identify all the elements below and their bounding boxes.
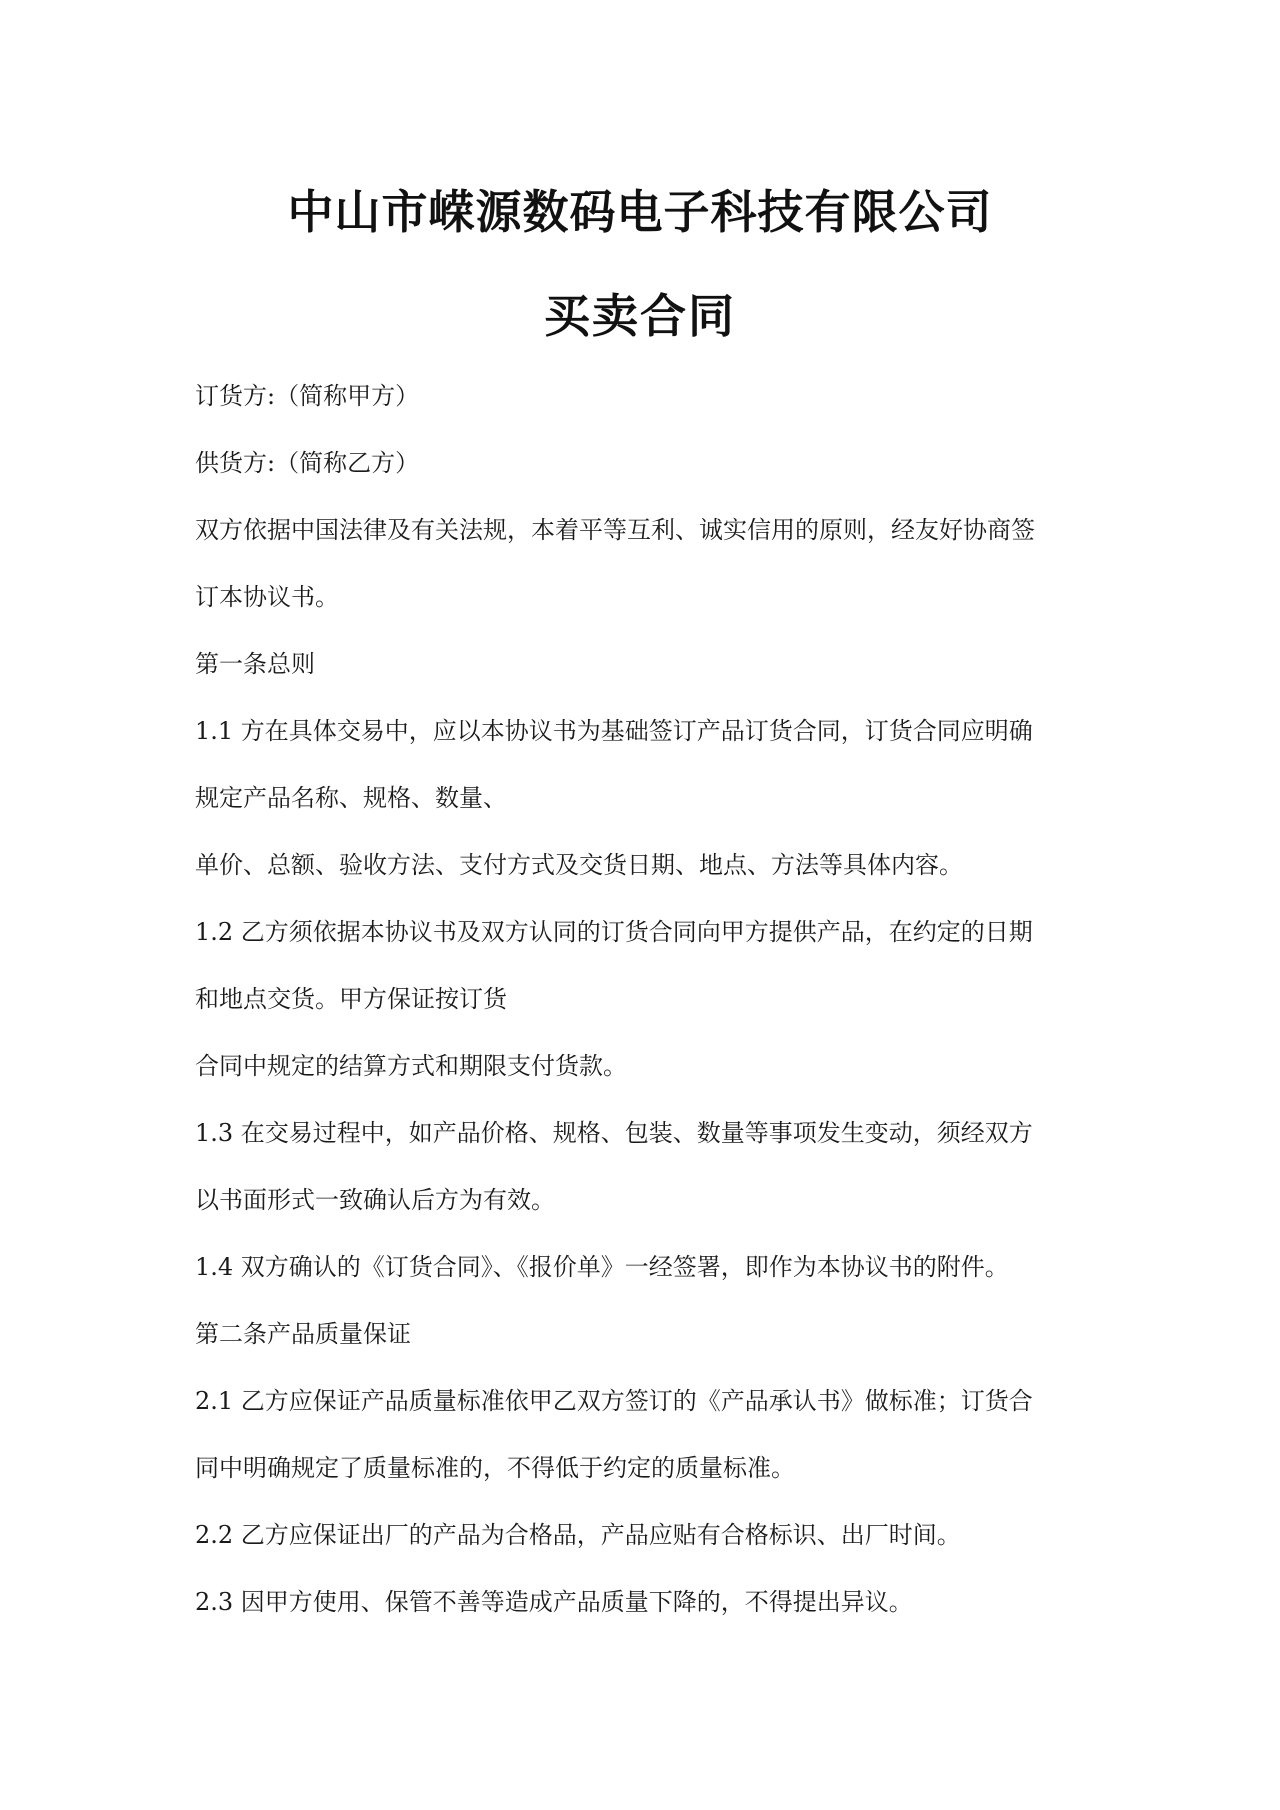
contract-title: 买卖合同 (544, 289, 736, 343)
section-1-heading: 第一条总则 (195, 650, 315, 678)
company-title: 中山市嵘源数码电子科技有限公司 (287, 185, 993, 239)
clause-1-4: 1.4 双方确认的《订货合同》、《报价单》一经签署，即作为本协议书的附件。 (195, 1253, 1009, 1281)
preamble-line-2: 订本协议书。 (195, 583, 339, 611)
clause-1-2-line-2: 和地点交货。甲方保证按订货 (195, 985, 507, 1013)
clause-1-1-line-3: 单价、总额、验收方法、支付方式及交货日期、地点、方法等具体内容。 (195, 851, 963, 879)
clause-2-1-line-1: 2.1 乙方应保证产品质量标准依甲乙双方签订的《产品承认书》做标准；订货合 (195, 1387, 1033, 1415)
supplier-line: 供货方:（简称乙方） (195, 449, 420, 477)
clause-1-1-line-2: 规定产品名称、规格、数量、 (195, 784, 507, 812)
preamble-line-1: 双方依据中国法律及有关法规，本着平等互利、诚实信用的原则，经友好协商签 (195, 516, 1035, 544)
clause-1-3-line-2: 以书面形式一致确认后方为有效。 (195, 1186, 555, 1214)
clause-1-2-line-3: 合同中规定的结算方式和期限支付货款。 (195, 1052, 627, 1080)
clause-2-2: 2.2 乙方应保证出厂的产品为合格品，产品应贴有合格标识、出厂时间。 (195, 1521, 961, 1549)
clause-1-3-line-1: 1.3 在交易过程中，如产品价格、规格、包装、数量等事项发生变动，须经双方 (195, 1119, 1033, 1147)
orderer-line: 订货方:（简称甲方） (195, 382, 420, 410)
section-2-heading: 第二条产品质量保证 (195, 1320, 411, 1348)
clause-1-1-line-1: 1.1 方在具体交易中，应以本协议书为基础签订产品订货合同，订货合同应明确 (195, 717, 1033, 745)
clause-2-1-line-2: 同中明确规定了质量标准的，不得低于约定的质量标准。 (195, 1454, 795, 1482)
clause-1-2-line-1: 1.2 乙方须依据本协议书及双方认同的订货合同向甲方提供产品，在约定的日期 (195, 918, 1033, 946)
clause-2-3: 2.3 因甲方使用、保管不善等造成产品质量下降的，不得提出异议。 (195, 1588, 913, 1616)
